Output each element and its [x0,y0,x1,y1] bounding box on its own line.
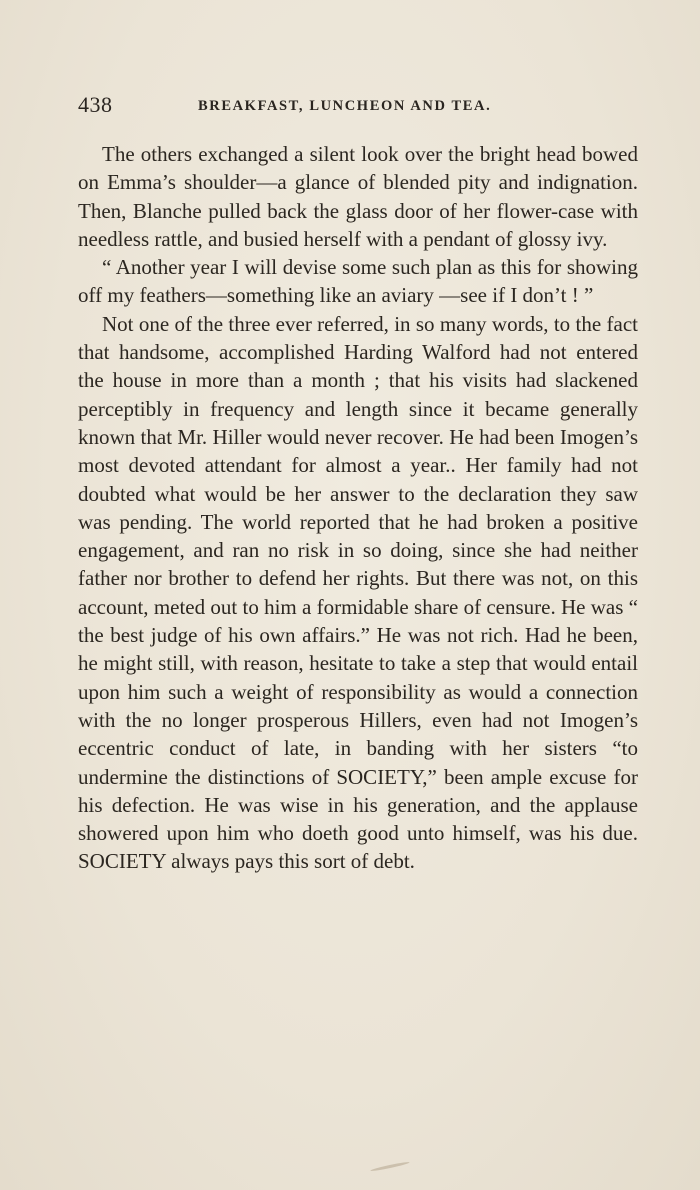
body-text [78,140,638,876]
paper-smudge [370,1161,410,1172]
paragraph-3: Not one of the three ever referred, in so many words, to the fact that handsome, accomplished Harding Walford had not entered the house in more than a month ; that his visits had slackened perceptibly in frequency and length since it became generally known that Mr. Hiller would never recover. He had been Imogen’s most devoted attendant for almost a year.. Her family had not doubted what would be her answer to the declaration they saw was pending. The world reported that he had broken a positive engagement, and ran no risk in so doing, since she had neither father nor brother to defend her rights. But there was not, on this account, meted out to him a formidable share of censure. He was “ the best judge of his own affairs.” He was not rich. Had he been, he might still, with reason, hesitate to take a step that would entail upon him such a weight of responsibility as would a connection with the no longer prosperous Hillers, even had not Imogen’s eccentric conduct of late, in banding with her sisters “to undermine the distinctions of SOCIETY,” been ample excuse for his defection. He was wise in his generation, and the applause showered upon him who doeth good unto himself, was his due. SOCIETY always pays this sort of debt. [78,311,638,874]
paragraph-2: “ Another year I will devise some such plan as this for showing off my feathers—something like an aviary —see if I don’t ! ” [78,255,638,308]
paragraph-1: The others exchanged a silent look over the bright head bowed on Emma’s shoulder—a glance of blended pity and indignation. Then, Blanche pulled back the glass door of her flower-case with needless rattle, and busied herself with a pendant of glossy ivy. [78,142,638,251]
page-number: 438 [78,92,113,117]
page-header [78,92,638,120]
running-head: BREAKFAST, LUNCHEON AND TEA. [198,98,492,114]
